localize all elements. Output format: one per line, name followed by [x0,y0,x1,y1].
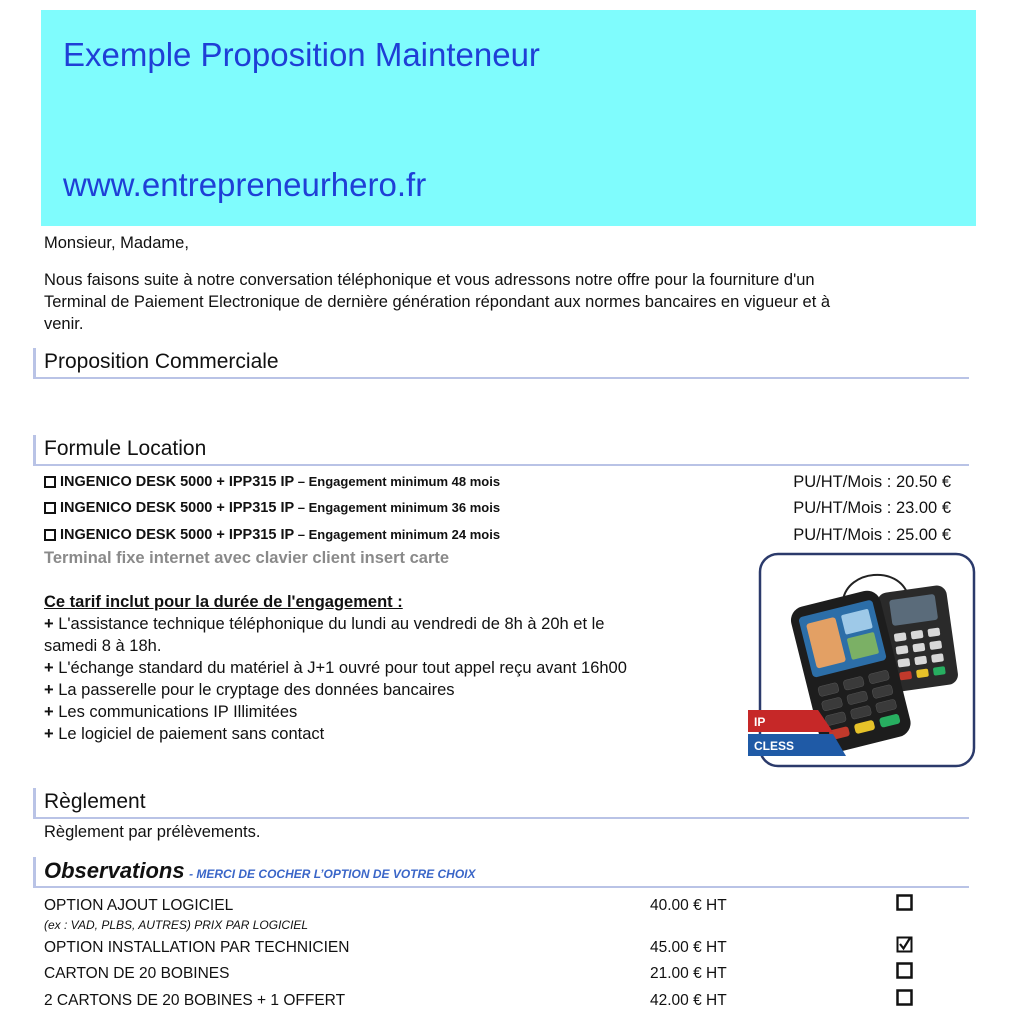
section-observations [33,857,969,891]
intro-line: venir. [44,315,84,333]
section-bar [33,435,36,466]
obs-row-label: OPTION INSTALLATION PAR TECHNICIEN [44,939,350,956]
section-rule [33,886,969,888]
section-title: Observations [44,858,185,883]
include-item: + L'assistance technique téléphonique du lundi au vendredi de 8h à 20h et le [44,615,605,633]
obs-checkbox-checked[interactable] [896,936,913,953]
includes-title: Ce tarif inclut pour la durée de l'engagement : [44,593,403,611]
section-bar [33,348,36,379]
include-item: + L'échange standard du matériel à J+1 ouvré pour tout appel reçu avant 16h00 [44,659,627,677]
formule-option-36[interactable] [44,500,500,516]
option-product: INGENICO DESK 5000 + IPP315 IP [60,474,295,490]
formule-option-24[interactable] [44,527,500,543]
obs-row-label: 2 CARTONS DE 20 BOBINES + 1 OFFERT [44,992,346,1009]
section-proposition-commerciale [33,348,969,382]
checkbox[interactable] [44,476,56,488]
section-title: Proposition Commerciale [44,350,279,373]
option-commitment: – Engagement minimum 24 mois [294,527,501,542]
obs-row-sublabel: (ex : VAD, PLBS, AUTRES) PRIX PAR LOGICIEL [44,918,309,932]
option-price: PU/HT/Mois : 25.00 € [793,526,951,544]
section-bar [33,788,36,819]
header-banner [41,10,976,226]
document-title: Exemple Proposition Mainteneur [63,36,540,73]
include-item-cont: samedi 8 à 18h. [44,637,162,655]
include-item: + Les communications IP Illimitées [44,703,298,721]
cless-badge: CLESS [754,739,795,753]
include-item: + La passerelle pour le cryptage des données bancaires [44,681,455,699]
terminal-product-image [748,550,978,770]
reglement-text: Règlement par prélèvements. [44,823,261,841]
intro-line: Terminal de Paiement Electronique de dernière génération répondant aux normes bancaires en vigueur et à [44,293,831,311]
section-title: Règlement [44,790,146,813]
section-bar [33,857,36,888]
obs-row-label: OPTION AJOUT LOGICIEL [44,897,234,914]
section-rule [33,464,969,466]
includes-block [44,591,734,745]
option-price: PU/HT/Mois : 23.00 € [793,499,951,517]
checkbox[interactable] [44,529,56,541]
section-reglement [33,788,969,822]
section-rule [33,817,969,819]
section-title: Formule Location [44,437,207,460]
obs-row-price: 40.00 € HT [650,897,727,914]
obs-row-price: 42.00 € HT [650,992,727,1009]
section-formule-location [33,435,969,469]
obs-row-price: 21.00 € HT [650,965,727,982]
option-price: PU/HT/Mois : 20.50 € [793,473,951,491]
formule-option-48[interactable] [44,474,500,490]
option-commitment: – Engagement minimum 48 mois [294,474,501,489]
intro-line: Nous faisons suite à notre conversation téléphonique et vous adressons notre offre pour la fourniture d'un [44,271,815,289]
website-url[interactable]: www.entrepreneurhero.fr [63,166,427,203]
obs-checkbox[interactable] [896,894,913,911]
checkbox[interactable] [44,502,56,514]
ip-badge: IP [754,715,766,729]
obs-row-price: 45.00 € HT [650,939,727,956]
obs-checkbox[interactable] [896,962,913,979]
option-product: INGENICO DESK 5000 + IPP315 IP [60,527,295,543]
obs-checkbox[interactable] [896,989,913,1006]
observations-subtitle: - MERCI DE COCHER L’OPTION DE VOTRE CHOIX [189,867,476,881]
terminal-illustration [748,550,978,770]
salutation: Monsieur, Madame, [44,234,189,252]
observations-heading [44,858,476,884]
option-commitment: – Engagement minimum 36 mois [294,500,501,515]
intro-paragraph [44,269,974,335]
section-rule [33,377,969,379]
option-product: INGENICO DESK 5000 + IPP315 IP [60,500,295,516]
obs-row-label: CARTON DE 20 BOBINES [44,965,230,982]
include-item: + Le logiciel de paiement sans contact [44,725,325,743]
terminal-description: Terminal fixe internet avec clavier client insert carte [44,549,450,567]
